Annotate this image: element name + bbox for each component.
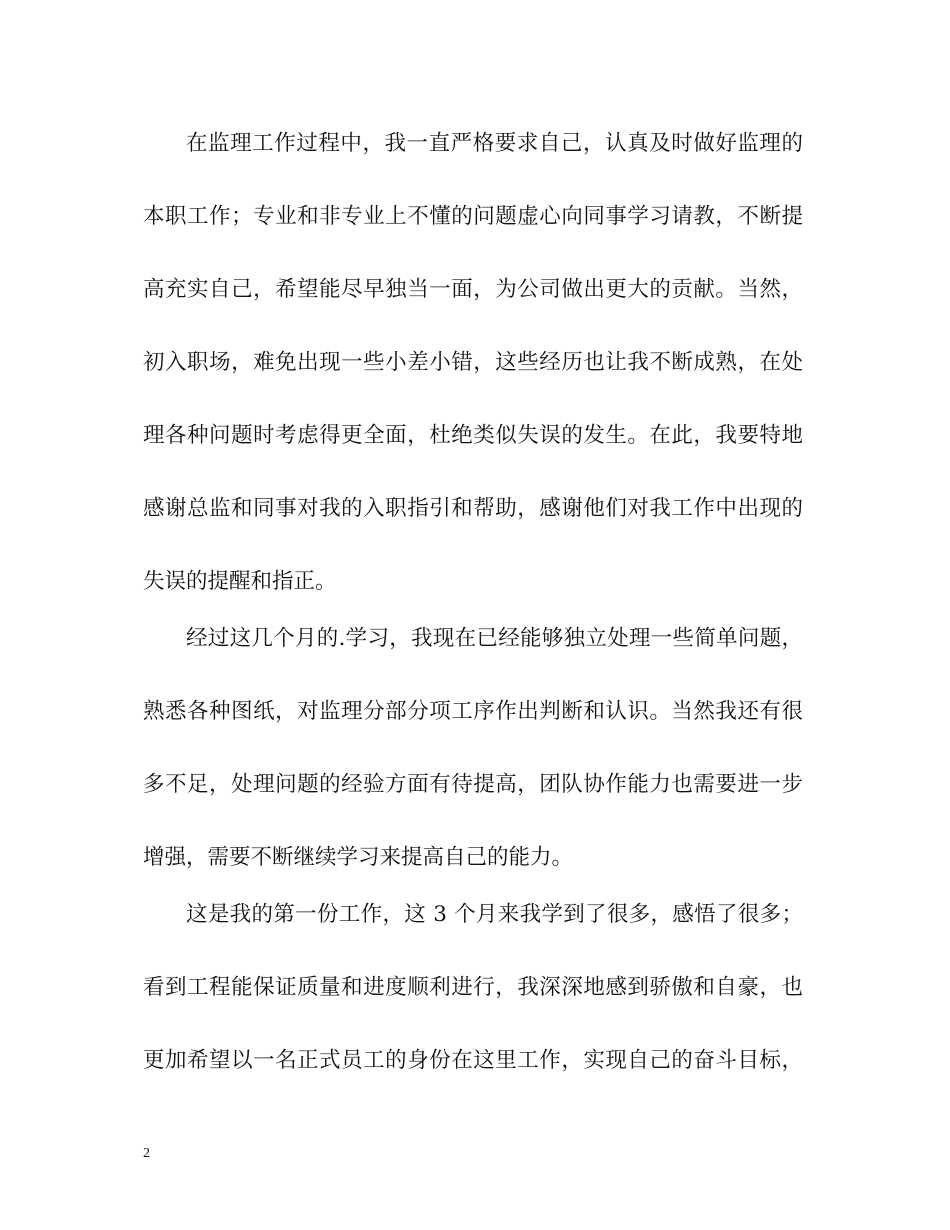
paragraph-1-line-1: 在监理工作过程中，我一直严格要求自己，认真及时做好监理的	[186, 131, 803, 156]
paragraph-1-line-3: 高充实自己，希望能尽早独当一面，为公司做出更大的贡献。当然，	[143, 277, 803, 302]
paragraph-1-line-5: 理各种问题时考虑得更全面，杜绝类似失误的发生。在此，我要特地	[143, 423, 803, 448]
paragraph-1-line-2: 本职工作；专业和非专业上不懂的问题虚心向同事学习请教，不断提	[143, 204, 803, 229]
paragraph-2-line-2: 熟悉各种图纸，对监理分部分项工序作出判断和认识。当然我还有很	[143, 699, 803, 724]
page-number: 2	[143, 1146, 150, 1161]
paragraph-1-line-6: 感谢总监和同事对我的入职指引和帮助，感谢他们对我工作中出现的	[143, 496, 803, 521]
paragraph-1-line-7: 失误的提醒和指正。	[143, 569, 337, 594]
paragraph-2-line-3: 多不足，处理问题的经验方面有待提高，团队协作能力也需要进一步	[143, 772, 803, 797]
paragraph-2-line-4: 增强，需要不断继续学习来提高自己的能力。	[143, 845, 574, 870]
paragraph-2-line-1: 经过这几个月的.学习，我现在已经能够独立处理一些简单问题，	[186, 626, 803, 651]
paragraph-3-line-2: 看到工程能保证质量和进度顺利进行，我深深地感到骄傲和自豪，也	[143, 975, 803, 1000]
paragraph-1-line-4: 初入职场，难免出现一些小差小错，这些经历也让我不断成熟，在处	[143, 350, 803, 375]
paragraph-3-line-1: 这是我的第一份工作，这 3 个月来我学到了很多，感悟了很多；	[186, 902, 803, 927]
paragraph-3-line-3: 更加希望以一名正式员工的身份在这里工作，实现自己的奋斗目标，	[143, 1048, 803, 1073]
